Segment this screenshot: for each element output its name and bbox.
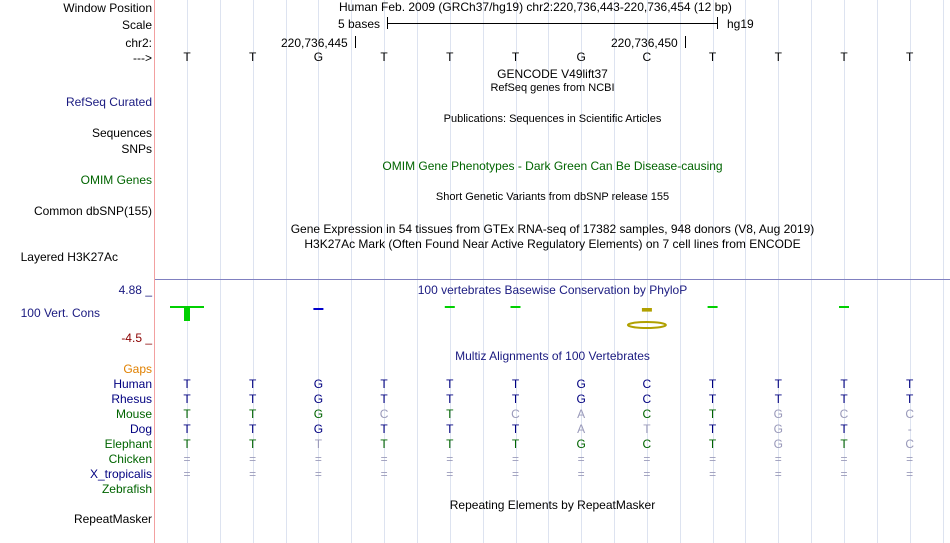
alignment-base: C (379, 407, 389, 421)
sequence-base: T (446, 50, 454, 64)
alignment-base: C (511, 407, 520, 421)
species-label[interactable]: Elephant (104, 437, 152, 451)
alignment-base: T (906, 377, 914, 391)
alignment-base: C (839, 407, 849, 421)
alignment-base: G (576, 377, 586, 391)
assembly-label: hg19 (727, 17, 754, 31)
label-gaps[interactable]: Gaps (123, 362, 152, 376)
label-scale: Scale (121, 18, 152, 32)
alignment-base: G (576, 437, 586, 451)
species-label[interactable]: Chicken (108, 452, 152, 466)
sequence-base: T (708, 50, 717, 64)
alignment-base: = (643, 467, 651, 481)
track-separator-line (155, 279, 950, 280)
alignment-base: = (577, 467, 585, 481)
species-label[interactable]: Mouse (115, 407, 152, 421)
alignment-base: T (511, 437, 520, 451)
label-snps[interactable]: SNPs (121, 142, 152, 156)
alignment-base: T (708, 422, 717, 436)
alignment-base: = (314, 452, 322, 466)
alignment-base: A (577, 407, 586, 421)
gtex-track-title[interactable]: Gene Expression in 54 tissues from GTEx RNA-seq of 17382 samples, 948 donors (V8, Aug 2019) (290, 222, 815, 236)
alignment-base: T (708, 407, 717, 421)
alignment-base: T (380, 422, 388, 436)
sequence-base: T (249, 50, 257, 64)
alignment-base: G (773, 422, 783, 436)
sequence-base: T (183, 50, 191, 64)
alignment-base: T (183, 392, 191, 406)
alignment-base: = (906, 467, 914, 481)
alignment-base: T (708, 437, 717, 451)
alignment-base: G (773, 437, 783, 451)
phylop-mark (511, 306, 521, 308)
alignment-base: T (446, 437, 454, 451)
alignment-base: T (380, 377, 388, 391)
h3k27ac-track-title[interactable]: H3K27Ac Mark (Often Found Near Active Regulatory Elements) on 7 cell lines from ENCODE (304, 237, 801, 251)
alignment-base: T (446, 377, 454, 391)
label-omim-genes[interactable]: OMIM Genes (80, 173, 152, 187)
scale-bar-right-tick (717, 17, 718, 29)
alignment-base: G (773, 407, 783, 421)
alignment-base: T (183, 407, 191, 421)
alignment-base: = (774, 467, 782, 481)
species-label[interactable]: Zebrafish (101, 482, 152, 496)
alignment-base: T (249, 377, 257, 391)
alignment-base: = (183, 452, 191, 466)
alignment-base: G (576, 392, 586, 406)
alignment-base: = (249, 467, 257, 481)
label-sequences[interactable]: Sequences (91, 126, 152, 140)
alignment-base: G (313, 407, 324, 421)
sequence-base: G (576, 50, 586, 64)
label-chrom: chr2: (125, 36, 152, 50)
species-label[interactable]: X_tropicalis (89, 467, 152, 481)
phylop-conservation-graph[interactable] (155, 296, 950, 336)
coord-left: 220,736,445 (281, 36, 348, 50)
alignment-base: = (906, 452, 914, 466)
sequence-base: G (313, 50, 324, 64)
alignment-base: T (314, 437, 323, 451)
alignment-base: T (774, 392, 782, 406)
sequence-base: C (642, 50, 652, 64)
alignment-base: G (313, 422, 324, 436)
alignment-base: = (577, 452, 585, 466)
scale-bar (387, 23, 718, 24)
multiz-track-title[interactable]: Multiz Alignments of 100 Vertebrates (455, 349, 650, 363)
label-repeatmasker[interactable]: RepeatMasker (73, 512, 152, 526)
label-refseq-curated[interactable]: RefSeq Curated (65, 95, 152, 109)
alignment-base: = (183, 467, 191, 481)
window-position-text: Human Feb. 2009 (GRCh37/hg19) chr2:220,736,443-220,736,454 (12 bp) (339, 0, 732, 14)
alignment-base: = (840, 452, 848, 466)
alignment-base: = (511, 467, 519, 481)
alignment-base: T (380, 392, 388, 406)
alignment-base: T (511, 422, 520, 436)
omim-track-title[interactable]: OMIM Gene Phenotypes - Dark Green Can Be Disease-causing (382, 159, 723, 173)
alignment-base: = (314, 467, 322, 481)
label-layered-h3k27ac[interactable]: Layered H3K27Ac (20, 250, 118, 264)
phylop-mark (708, 306, 718, 308)
alignment-base: C (642, 407, 652, 421)
alignment-base: T (840, 392, 848, 406)
alignment-base: = (380, 452, 388, 466)
phylop-mark (642, 308, 652, 312)
alignment-base: T (249, 422, 257, 436)
alignment-base: T (840, 437, 848, 451)
alignment-base: T (446, 422, 454, 436)
alignment-base: = (511, 452, 519, 466)
alignment-base: = (380, 467, 388, 481)
alignment-base: T (249, 407, 257, 421)
coord-right-tick (685, 36, 686, 48)
sequence-base: T (840, 50, 848, 64)
dbsnp-track-title[interactable]: Short Genetic Variants from dbSNP release 155 (435, 191, 670, 203)
phylop-mark (313, 308, 323, 310)
phylop-mark-stem (184, 308, 190, 321)
phylop-mark (445, 306, 455, 308)
alignment-base: = (840, 467, 848, 481)
alignment-base: T (446, 392, 454, 406)
alignment-base: T (643, 422, 651, 436)
repeatmasker-track-title[interactable]: Repeating Elements by RepeatMasker (449, 498, 656, 512)
phylop-track-title[interactable]: 100 vertebrates Basewise Conservation by PhyloP (417, 283, 688, 297)
alignment-base: T (249, 437, 257, 451)
alignment-base: T (511, 377, 520, 391)
alignment-base: T (511, 392, 520, 406)
alignment-base: - (907, 422, 912, 436)
alignment-base: T (249, 392, 257, 406)
alignment-base: T (708, 377, 717, 391)
label-strand-arrow[interactable]: ---> (133, 51, 152, 65)
alignment-base: C (905, 407, 915, 421)
alignment-base: T (708, 392, 717, 406)
alignment-base: = (446, 467, 454, 481)
alignment-base: T (840, 377, 848, 391)
coord-left-tick (355, 36, 356, 48)
species-label[interactable]: Rhesus (111, 392, 152, 406)
phylop-mark (839, 306, 849, 308)
alignment-base: T (183, 377, 191, 391)
alignment-base: C (642, 437, 652, 451)
alignment-base: T (380, 437, 388, 451)
alignment-base: T (840, 422, 848, 436)
sequence-base: T (906, 50, 914, 64)
alignment-base: G (313, 377, 324, 391)
label-phylop-min: -4.5 _ (121, 331, 152, 345)
alignment-base: = (643, 452, 651, 466)
alignment-base: = (249, 452, 257, 466)
sequence-base: T (511, 50, 520, 64)
publications-track-title[interactable]: Publications: Sequences in Scientific Articles (443, 113, 662, 125)
label-common-dbsnp[interactable]: Common dbSNP(155) (33, 204, 152, 218)
alignment-base: G (313, 392, 324, 406)
alignment-base: = (774, 452, 782, 466)
alignment-base: T (446, 407, 454, 421)
alignment-base: C (642, 377, 652, 391)
alignment-base: = (446, 452, 454, 466)
phylop-mark-ring (628, 322, 666, 328)
alignment-base: C (905, 437, 915, 451)
alignment-base: T (906, 392, 914, 406)
species-label[interactable]: Human (113, 377, 152, 391)
sequence-base: T (774, 50, 782, 64)
phylop-mark (170, 306, 204, 308)
species-label[interactable]: Dog (129, 422, 152, 436)
alignment-base: = (709, 452, 717, 466)
alignment-base: T (183, 437, 191, 451)
alignment-base: T (183, 422, 191, 436)
alignment-base: T (774, 377, 782, 391)
gencode-track-title[interactable]: GENCODE V49lift37 (497, 67, 608, 81)
label-window-position: Window Position (63, 1, 152, 15)
coord-right: 220,736,450 (611, 36, 678, 50)
label-phylop-max: 4.88 _ (118, 283, 152, 297)
scale-text: 5 bases (338, 17, 381, 31)
alignment-base: C (642, 392, 652, 406)
sequence-base: T (380, 50, 388, 64)
label-phylop[interactable]: 100 Vert. Cons (20, 306, 100, 320)
alignment-base: A (577, 422, 586, 436)
refseq-track-title[interactable]: RefSeq genes from NCBI (490, 82, 615, 94)
alignment-base: = (709, 467, 717, 481)
